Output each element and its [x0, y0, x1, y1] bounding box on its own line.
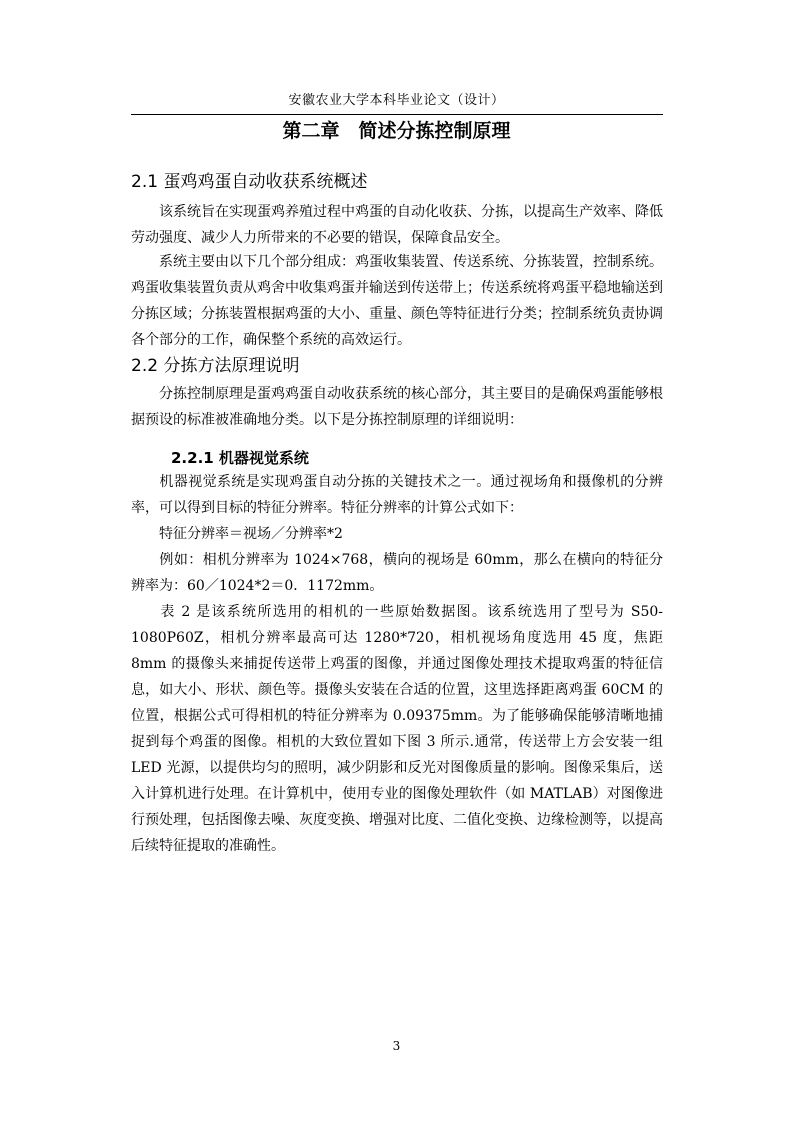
page-number: 3 [392, 1039, 401, 1053]
paragraph-text: 表 2 是该系统所选用的相机的一些原始数据图。该系统选用了型号为 S50-1080P60Z，相机分辨率最高可达 1280*720，相机视场角度选用 45 度，焦距 8mm 的摄像头来捕捉传送带上鸡蛋的图像，并通过图像处理技术提取鸡蛋的特征信息，如大小、形状、颜色等。摄像头安装在合适的位置，这里选择距离鸡蛋 60CM 的位置，根据公式可得相机的特征分辨率为 0.09375mm。为了能够确保能够清晰地捕捉到每个鸡蛋的图像。相机的大致位置如下图 3 所示.通常，传送带上方会安装一组 LED 光源，以提供均匀的照明，减少阴影和反光对图像质量的影响。图像采集后，送入计算机进行处理。在计算机中，使用专业的图像处理软件（如 MATLAB）对图像进行预处理，包括图像去噪、灰度变换、增强对比度、二值化变换、边缘检测等，以提高后续特征提取的准确性。 [131, 604, 663, 854]
section-2-2-1-heading: 2.2.1 机器视觉系统 [171, 449, 309, 467]
section-2-2-heading: 2.2 分拣方法原理说明 [131, 356, 300, 376]
example-text: 例如：相机分辨率为 1024×768，横向的视场是 60mm，那么在横向的特征分辨率为：60／1024*2＝0．1172mm。 [131, 552, 663, 594]
paragraph-text: 机器视觉系统是实现鸡蛋自动分拣的关键技术之一。通过视场角和摄像机的分辨率，可以得到目标的特征分辨率。特征分辨率的计算公式如下： [131, 474, 663, 516]
section-2-2-1-paragraph-1 [131, 469, 663, 521]
section-2-1-heading: 2.1 蛋鸡鸡蛋自动收获系统概述 [131, 172, 368, 192]
paragraph-text: 该系统旨在实现蛋鸡养殖过程中鸡蛋的自动化收获、分拣，以提高生产效率、降低劳动强度、减少人力所带来的不必要的错误，保障食品安全。 [131, 204, 663, 246]
paragraph-text: 分拣控制原理是蛋鸡鸡蛋自动收获系统的核心部分，其主要目的是确保鸡蛋能够根据预设的标准被准确地分类。以下是分拣控制原理的详细说明： [131, 386, 663, 428]
chapter-title: 第二章 简述分拣控制原理 [282, 120, 511, 142]
section-2-2-paragraph-1 [131, 381, 663, 433]
formula-line [131, 521, 663, 547]
section-2-1-paragraph-1 [131, 199, 663, 251]
section-2-1-paragraph-2 [131, 249, 663, 353]
header-title: 安徽农业大学本科毕业论文（设计） [288, 93, 505, 108]
header-divider [131, 114, 663, 115]
formula-text: 特征分辨率＝视场／分辨率*2 [159, 526, 343, 542]
paragraph-text: 系统主要由以下几个部分组成：鸡蛋收集装置、传送系统、分拣装置，控制系统。鸡蛋收集装置负责从鸡舍中收集鸡蛋并输送到传送带上；传送系统将鸡蛋平稳地输送到分拣区域；分拣装置根据鸡蛋的大小、重量、颜色等特征进行分类；控制系统负责协调各个部分的工作，确保整个系统的高效运行。 [131, 254, 663, 348]
example-paragraph [131, 547, 663, 599]
section-2-2-1-paragraph-2 [131, 599, 663, 859]
